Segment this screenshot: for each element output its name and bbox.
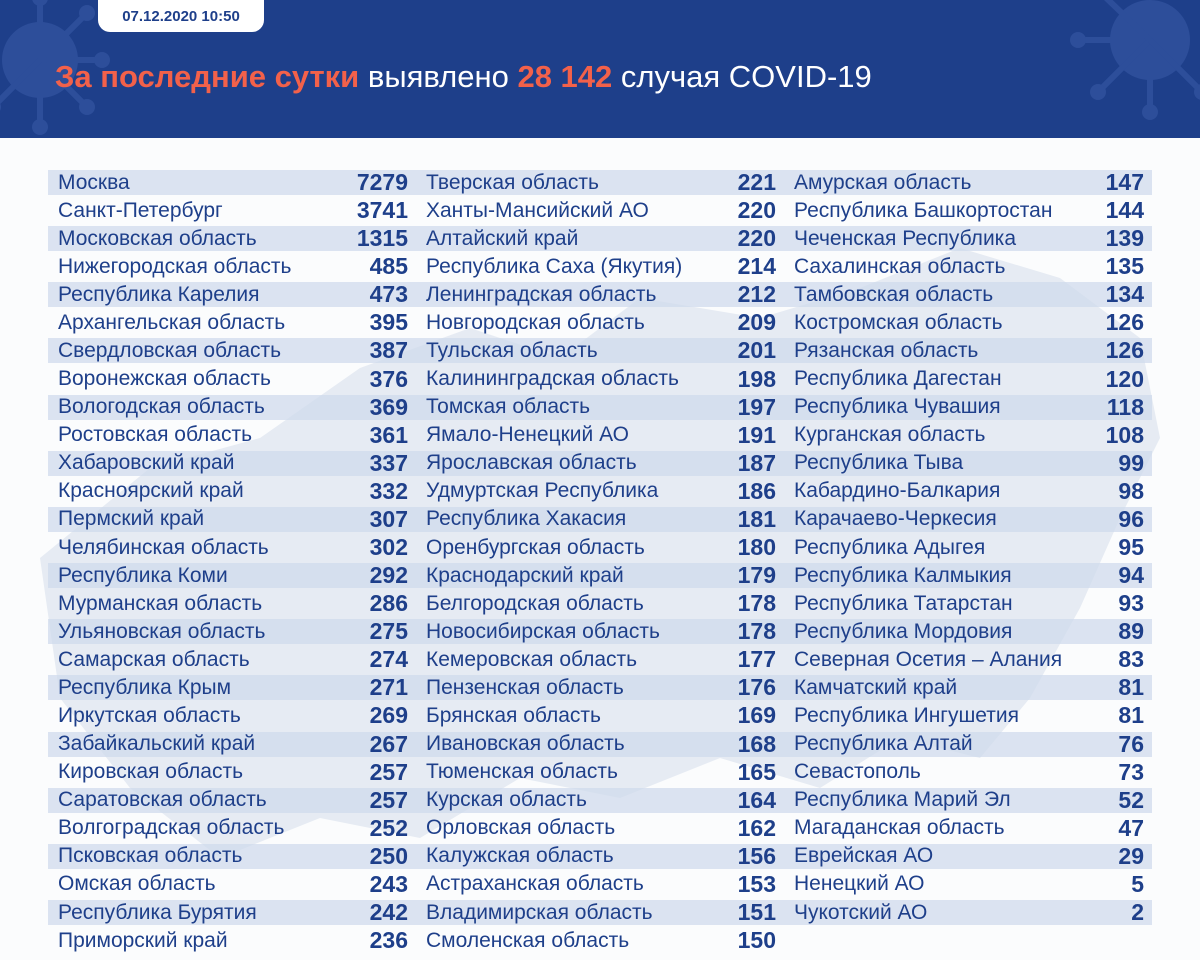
table-row	[48, 451, 416, 476]
region-name: Приморский край	[58, 928, 228, 952]
region-cases: 201	[737, 337, 776, 364]
region-name: Пензенская область	[426, 675, 624, 699]
region-cases: 236	[369, 927, 408, 954]
region-name: Ямало-Ненецкий АО	[426, 423, 629, 447]
table-row	[48, 788, 416, 813]
region-name: Карачаево-Черкесия	[794, 507, 997, 531]
table-row	[784, 507, 1152, 532]
table-row	[784, 619, 1152, 644]
table-row	[416, 507, 784, 532]
region-name: Забайкальский край	[58, 732, 256, 756]
region-cases: 165	[737, 758, 776, 785]
region-name: Республика Дагестан	[794, 367, 1002, 391]
table-row	[48, 563, 416, 588]
region-name: Белгородская область	[426, 591, 644, 615]
region-name: Республика Коми	[58, 563, 228, 587]
table-row	[416, 479, 784, 504]
table-row	[416, 198, 784, 223]
region-cases: 99	[1118, 449, 1144, 476]
region-cases: 118	[1106, 393, 1144, 420]
region-name: Удмуртская Республика	[426, 479, 659, 503]
region-cases: 209	[737, 309, 776, 336]
region-cases: 292	[369, 562, 408, 589]
region-cases: 361	[369, 421, 408, 448]
region-cases: 178	[737, 618, 776, 645]
region-name: Нижегородская область	[58, 254, 292, 278]
region-cases: 243	[369, 870, 408, 897]
table-row	[784, 563, 1152, 588]
table-row	[48, 310, 416, 335]
region-cases: 168	[737, 730, 776, 757]
region-cases: 135	[1105, 253, 1144, 280]
region-name: Тульская область	[426, 338, 598, 362]
table-row	[784, 732, 1152, 757]
table-row	[416, 732, 784, 757]
region-name: Курская область	[426, 788, 587, 812]
region-cases: 250	[369, 842, 408, 869]
region-name: Волгоградская область	[58, 816, 285, 840]
region-cases: 134	[1105, 281, 1144, 308]
region-name: Свердловская область	[58, 338, 282, 362]
table-row	[416, 395, 784, 420]
region-name: Республика Карелия	[58, 282, 260, 306]
table-row	[784, 872, 1152, 897]
region-cases: 108	[1105, 421, 1144, 448]
region-cases: 198	[737, 365, 776, 392]
region-name: Омская область	[58, 872, 216, 896]
region-name: Ростовская область	[58, 423, 253, 447]
table-row	[784, 479, 1152, 504]
region-cases: 191	[737, 421, 776, 448]
region-cases: 252	[369, 814, 408, 841]
table-row	[416, 338, 784, 363]
region-name: Республика Крым	[58, 675, 232, 699]
region-cases: 302	[369, 534, 408, 561]
table-row	[48, 395, 416, 420]
table-row	[784, 591, 1152, 616]
region-cases: 387	[369, 337, 408, 364]
region-name: Камчатский край	[794, 675, 958, 699]
region-cases: 162	[737, 814, 776, 841]
region-cases: 98	[1118, 477, 1144, 504]
region-name: Московская область	[58, 226, 257, 250]
region-name: Калужская область	[426, 844, 614, 868]
table-row	[48, 254, 416, 279]
region-cases: 147	[1105, 169, 1144, 195]
region-name: Иркутская область	[58, 703, 241, 727]
region-name: Тамбовская область	[794, 282, 994, 306]
table-row	[416, 703, 784, 728]
region-name: Алтайский край	[426, 226, 579, 250]
table-row	[48, 703, 416, 728]
region-cases: 395	[369, 309, 408, 336]
table-row	[48, 198, 416, 223]
region-cases: 96	[1118, 505, 1144, 532]
region-cases: 83	[1118, 646, 1144, 673]
region-name: Псковская область	[58, 844, 243, 868]
region-name: Самарская область	[58, 647, 250, 671]
table-row	[416, 423, 784, 448]
region-name: Рязанская область	[794, 338, 979, 362]
region-column-3	[784, 170, 1152, 928]
table-row	[416, 816, 784, 841]
region-name: Оренбургская область	[426, 535, 645, 559]
region-name: Новосибирская область	[426, 619, 660, 643]
virus-icon	[1060, 0, 1200, 130]
region-cases: 286	[369, 590, 408, 617]
region-name: Северная Осетия – Алания	[794, 647, 1063, 671]
region-cases: 156	[737, 842, 776, 869]
headline-number: 28 142	[517, 59, 613, 94]
table-row	[48, 282, 416, 307]
table-row	[416, 226, 784, 251]
table-row	[48, 619, 416, 644]
region-cases: 144	[1105, 197, 1144, 224]
region-cases: 187	[737, 449, 776, 476]
table-row	[784, 675, 1152, 700]
region-cases: 274	[369, 646, 408, 673]
region-name: Республика Алтай	[794, 732, 973, 756]
region-name: Чукотский АО	[794, 900, 928, 924]
region-name: Челябинская область	[58, 535, 269, 559]
region-name: Курганская область	[794, 423, 986, 447]
region-name: Новгородская область	[426, 310, 645, 334]
region-cases: 275	[369, 618, 408, 645]
region-cases: 47	[1118, 814, 1144, 841]
region-name: Республика Тыва	[794, 451, 964, 475]
region-cases: 376	[369, 365, 408, 392]
header-banner	[0, 0, 1200, 138]
region-cases: 164	[737, 786, 776, 813]
table-row	[48, 507, 416, 532]
region-name: Еврейская АО	[794, 844, 934, 868]
region-cases: 257	[369, 786, 408, 813]
table-row	[416, 844, 784, 869]
region-name: Калининградская область	[426, 367, 679, 391]
headline-mid: выявлено	[367, 59, 509, 94]
region-cases: 81	[1118, 702, 1144, 729]
region-name: Магаданская область	[794, 816, 1005, 840]
region-name: Тверская область	[426, 170, 599, 194]
region-name: Томская область	[426, 395, 591, 419]
region-cases: 176	[737, 674, 776, 701]
region-name: Ленинградская область	[426, 282, 657, 306]
region-name: Ханты-Мансийский АО	[426, 198, 649, 222]
table-row	[416, 535, 784, 560]
headline-tail: случая COVID-19	[620, 59, 872, 94]
region-cases: 369	[369, 393, 408, 420]
region-name: Краснодарский край	[426, 563, 624, 587]
table-row	[784, 282, 1152, 307]
region-name: Республика Адыгея	[794, 535, 986, 559]
region-name: Республика Татарстан	[794, 591, 1013, 615]
region-name: Архангельская область	[58, 310, 286, 334]
region-cases: 81	[1118, 674, 1144, 701]
region-cases: 307	[369, 505, 408, 532]
region-cases: 180	[737, 534, 776, 561]
table-row	[416, 872, 784, 897]
region-cases: 93	[1118, 590, 1144, 617]
region-name: Тюменская область	[426, 760, 618, 784]
region-cases: 242	[369, 899, 408, 926]
region-name: Ивановская область	[426, 732, 625, 756]
table-row	[784, 647, 1152, 672]
table-row	[416, 170, 784, 195]
region-name: Воронежская область	[58, 367, 271, 391]
table-row	[48, 367, 416, 392]
region-name: Кемеровская область	[426, 647, 638, 671]
table-row	[48, 170, 416, 195]
table-row	[48, 872, 416, 897]
table-row	[48, 423, 416, 448]
region-name: Пермский край	[58, 507, 205, 531]
table-row	[48, 900, 416, 925]
region-cases: 271	[369, 674, 408, 701]
table-row	[416, 563, 784, 588]
region-cases: 179	[737, 562, 776, 589]
region-cases: 220	[737, 225, 776, 252]
table-row	[416, 675, 784, 700]
region-cases: 178	[737, 590, 776, 617]
region-cases: 212	[737, 281, 776, 308]
region-cases: 76	[1118, 730, 1144, 757]
region-cases: 332	[369, 477, 408, 504]
table-row	[48, 816, 416, 841]
region-column-2	[416, 170, 784, 956]
region-name: Республика Калмыкия	[794, 563, 1012, 587]
table-row	[48, 226, 416, 251]
region-name: Республика Башкортостан	[794, 198, 1053, 222]
region-cases: 151	[737, 899, 776, 926]
region-cases: 221	[737, 169, 776, 195]
table-row	[416, 282, 784, 307]
region-name: Сахалинская область	[794, 254, 1006, 278]
region-name: Чеченская Республика	[794, 226, 1016, 250]
region-name: Ненецкий АО	[794, 872, 925, 896]
table-row	[784, 226, 1152, 251]
region-cases: 267	[369, 730, 408, 757]
region-name: Хабаровский край	[58, 451, 235, 475]
region-name: Республика Бурятия	[58, 900, 257, 924]
region-cases: 197	[737, 393, 776, 420]
table-row	[48, 479, 416, 504]
table-row	[48, 732, 416, 757]
region-cases: 73	[1118, 758, 1144, 785]
region-cases: 5	[1131, 870, 1144, 897]
table-row	[784, 310, 1152, 335]
table-row	[784, 170, 1152, 195]
region-cases: 177	[737, 646, 776, 673]
region-name: Костромская область	[794, 310, 1003, 334]
headline-accent: За последние сутки	[55, 59, 360, 94]
region-cases: 126	[1105, 337, 1144, 364]
region-cases: 1315	[356, 225, 408, 252]
region-cases: 52	[1118, 786, 1144, 813]
table-row	[784, 703, 1152, 728]
region-name: Орловская область	[426, 816, 616, 840]
region-name: Республика Саха (Якутия)	[426, 254, 683, 278]
region-name: Брянская область	[426, 703, 601, 727]
region-cases: 337	[369, 449, 408, 476]
table-row	[416, 451, 784, 476]
region-name: Республика Чувашия	[794, 395, 1001, 419]
region-name: Ульяновская область	[58, 619, 266, 643]
table-row	[416, 760, 784, 785]
region-cases: 220	[737, 197, 776, 224]
region-cases: 186	[737, 477, 776, 504]
region-name: Ярославская область	[426, 451, 637, 475]
region-cases: 257	[369, 758, 408, 785]
region-cases: 89	[1118, 618, 1144, 645]
region-cases: 473	[369, 281, 408, 308]
table-row	[784, 395, 1152, 420]
table-row	[784, 198, 1152, 223]
table-row	[784, 816, 1152, 841]
table-row	[784, 423, 1152, 448]
table-row	[48, 591, 416, 616]
region-name: Москва	[58, 170, 130, 194]
table-row	[416, 619, 784, 644]
region-cases: 214	[737, 253, 776, 280]
region-name: Амурская область	[794, 170, 972, 194]
region-name: Владимирская область	[426, 900, 653, 924]
region-column-1	[48, 170, 416, 956]
table-row	[416, 647, 784, 672]
region-cases: 485	[369, 253, 408, 280]
region-cases: 169	[737, 702, 776, 729]
region-name: Красноярский край	[58, 479, 244, 503]
table-row	[784, 254, 1152, 279]
table-row	[48, 535, 416, 560]
table-row	[48, 844, 416, 869]
table-row	[784, 788, 1152, 813]
region-name: Саратовская область	[58, 788, 267, 812]
region-cases: 150	[737, 927, 776, 954]
region-name: Республика Хакасия	[426, 507, 627, 531]
table-row	[784, 844, 1152, 869]
region-cases: 269	[369, 702, 408, 729]
region-cases: 94	[1118, 562, 1144, 589]
region-name: Астраханская область	[426, 872, 644, 896]
region-cases: 29	[1118, 842, 1144, 869]
region-name: Республика Марий Эл	[794, 788, 1011, 812]
region-name: Республика Ингушетия	[794, 703, 1020, 727]
region-name: Севастополь	[794, 760, 921, 784]
region-name: Вологодская область	[58, 395, 265, 419]
table-row	[784, 451, 1152, 476]
table-row	[48, 928, 416, 953]
region-cases: 2	[1131, 899, 1144, 926]
table-row	[416, 367, 784, 392]
region-cases: 95	[1118, 534, 1144, 561]
region-cases: 181	[737, 505, 776, 532]
page-title	[55, 52, 872, 102]
table-row	[48, 647, 416, 672]
table-row	[416, 788, 784, 813]
region-name: Республика Мордовия	[794, 619, 1013, 643]
table-row	[784, 338, 1152, 363]
region-cases: 7279	[356, 169, 408, 195]
table-row	[416, 310, 784, 335]
region-cases: 126	[1105, 309, 1144, 336]
table-row	[784, 367, 1152, 392]
date-badge: 07.12.2020 10:50	[98, 0, 264, 32]
region-name: Мурманская область	[58, 591, 263, 615]
region-name: Смоленская область	[426, 928, 630, 952]
table-row	[416, 900, 784, 925]
table-row	[784, 760, 1152, 785]
region-name: Кабардино-Балкария	[794, 479, 1001, 503]
table-row	[784, 900, 1152, 925]
table-row	[48, 675, 416, 700]
table-row	[48, 338, 416, 363]
region-cases: 120	[1105, 365, 1144, 392]
table-row	[416, 254, 784, 279]
region-name: Кировская область	[58, 760, 244, 784]
region-name: Санкт-Петербург	[58, 198, 223, 222]
region-cases: 139	[1105, 225, 1144, 252]
table-row	[48, 760, 416, 785]
region-cases: 153	[737, 870, 776, 897]
region-cases: 3741	[356, 197, 408, 224]
table-row	[416, 591, 784, 616]
table-row	[416, 928, 784, 953]
table-row	[784, 535, 1152, 560]
